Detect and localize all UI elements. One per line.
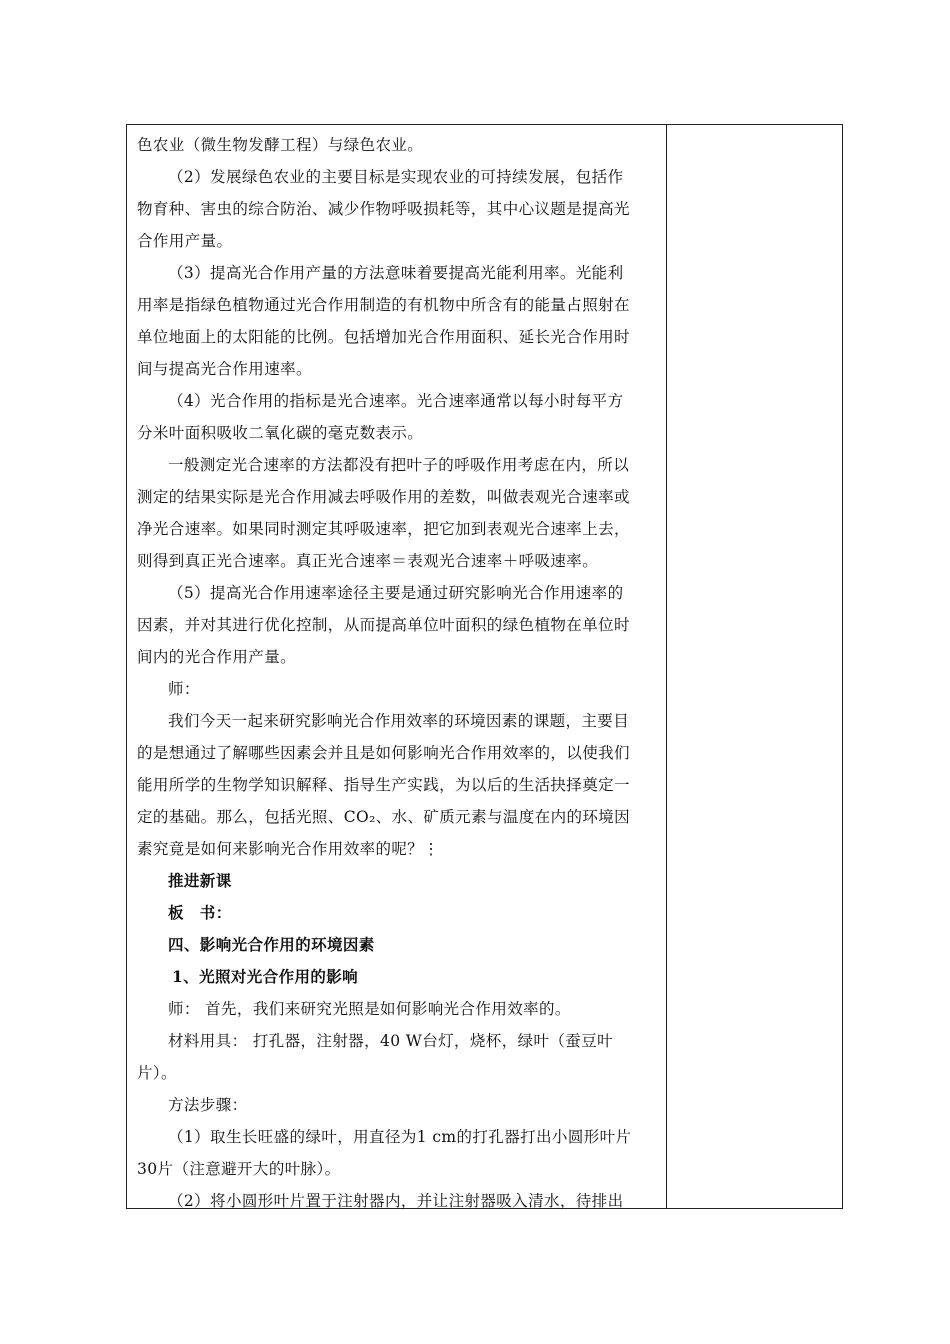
text-line: 方法步骤： bbox=[168, 1096, 248, 1114]
text-line: 板 书： bbox=[168, 903, 232, 922]
text-line: 1、光照对光合作用的影响 bbox=[172, 967, 359, 986]
text-line: 合作用产量。 bbox=[137, 232, 233, 250]
notes-cell bbox=[667, 125, 842, 1208]
text-line: 则得到真正光合速率。真正光合速率＝表观光合速率＋呼吸速率。 bbox=[137, 552, 599, 570]
text-line: 物育种、害虫的综合防治、减少作物呼吸损耗等，其中心议题是提高光 bbox=[137, 200, 630, 218]
text-line: 用率是指绿色植物通过光合作用制造的有机物中所含有的能量占照射在 bbox=[137, 296, 630, 314]
text-line: （1）取生长旺盛的绿叶，用直径为1 cm的打孔器打出小圆形叶片 bbox=[168, 1128, 632, 1146]
text-line: 推进新课 bbox=[168, 871, 232, 890]
text-line: 色农业（微生物发酵工程）与绿色农业。 bbox=[137, 136, 424, 154]
text-line: 师： 首先，我们来研究光照是如何影响光合作用效率的。 bbox=[168, 1000, 571, 1018]
text-line: （5）提高光合作用速率途径主要是通过研究影响光合作用速率的 bbox=[168, 584, 624, 602]
text-line: 一般测定光合速率的方法都没有把叶子的呼吸作用考虑在内，所以 bbox=[168, 456, 630, 474]
text-line: 能用所学的生物学知识解释、指导生产实践，为以后的生活抉择奠定一 bbox=[137, 776, 630, 794]
text-line: 师： bbox=[168, 680, 200, 698]
text-line: （2）发展绿色农业的主要目标是实现农业的可持续发展，包括作 bbox=[168, 168, 624, 186]
text-line: 净光合速率。如果同时测定其呼吸速率，把它加到表观光合速率上去， bbox=[137, 520, 630, 538]
text-line: 分米叶面积吸收二氧化碳的毫克数表示。 bbox=[137, 424, 424, 442]
text-line: 测定的结果实际是光合作用减去呼吸作用的差数，叫做表观光合速率或 bbox=[137, 488, 630, 506]
text-line: 单位地面上的太阳能的比例。包括增加光合作用面积、延长光合作用时 bbox=[137, 328, 630, 346]
text-line: 的是想通过了解哪些因素会并且是如何影响光合作用效率的，以使我们 bbox=[137, 744, 630, 762]
text-line: 素究竟是如何来影响光合作用效率的呢？⋮ bbox=[137, 840, 440, 858]
text-line: 定的基础。那么，包括光照、CO₂、水、矿质元素与温度在内的环境因 bbox=[137, 808, 631, 826]
lesson-text bbox=[137, 129, 661, 1217]
lesson-table bbox=[126, 124, 843, 1209]
text-line: （3）提高光合作用产量的方法意味着要提高光能利用率。光能利 bbox=[168, 264, 624, 282]
text-line: 片）。 bbox=[137, 1064, 177, 1082]
text-line: 因素，并对其进行优化控制，从而提高单位叶面积的绿色植物在单位时 bbox=[137, 616, 630, 634]
text-line: 材料用具： 打孔器，注射器，40 W台灯，烧杯，绿叶（蚕豆叶 bbox=[168, 1032, 614, 1050]
text-line: （4）光合作用的指标是光合速率。光合速率通常以每小时每平方 bbox=[168, 392, 624, 410]
content-cell bbox=[127, 125, 667, 1208]
text-line: 30片（注意避开大的叶脉）。 bbox=[137, 1160, 341, 1178]
text-line: 间内的光合作用产量。 bbox=[137, 648, 297, 666]
text-line: 四、影响光合作用的环境因素 bbox=[168, 935, 375, 954]
text-line: 我们今天一起来研究影响光合作用效率的环境因素的课题，主要目 bbox=[168, 712, 630, 730]
text-line: 间与提高光合作用速率。 bbox=[137, 360, 312, 378]
text-line: （2）将小圆形叶片置于注射器内，并让注射器吸入清水，待排出 bbox=[168, 1192, 624, 1210]
